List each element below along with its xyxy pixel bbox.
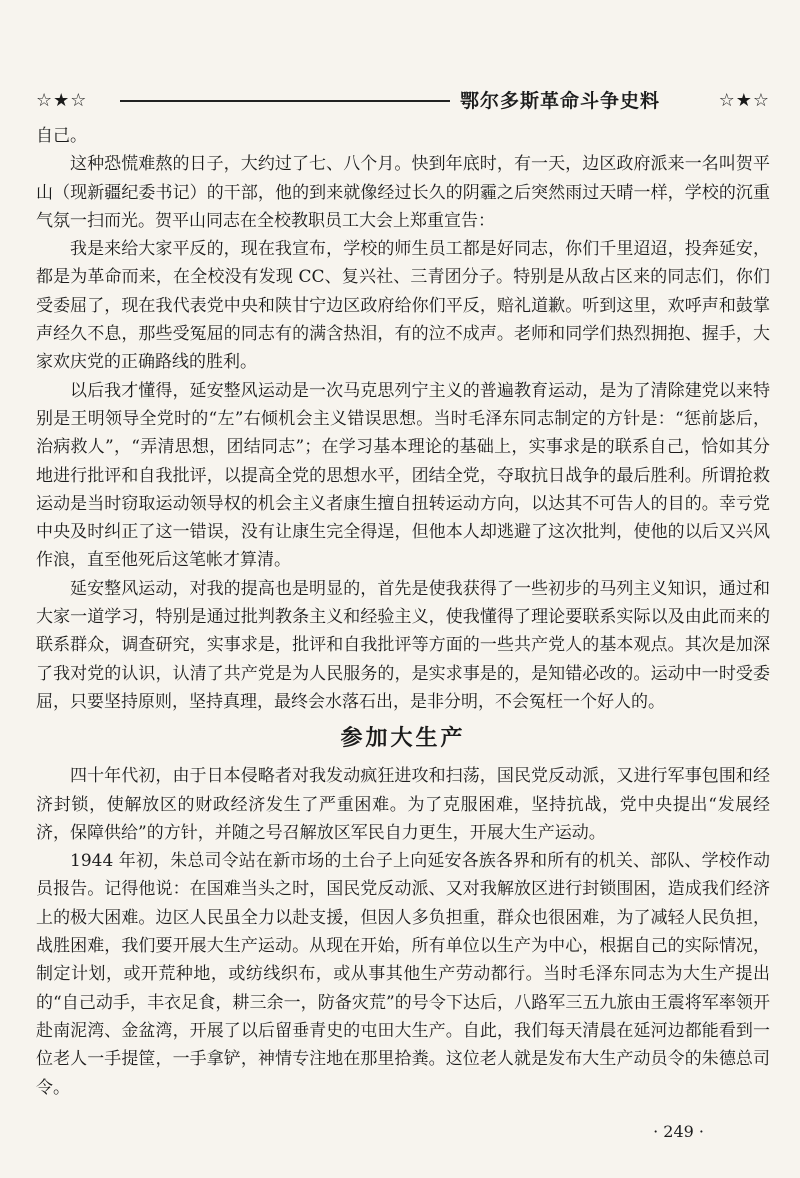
header-rule xyxy=(120,100,450,102)
paragraph: 四十年代初，由于日本侵略者对我发动疯狂进攻和扫荡，国民党反动派，又进行军事包围和经济封锁，使解放区的财政经济发生了严重困难。为了克服困难，坚持抗战，党中央提出“发展经济，保障供给”的方针，并随之号召解放区军民自力更生，开展大生产运动。 xyxy=(36,766,770,843)
paragraph: 我是来给大家平反的，现在我宣布，学校的师生员工都是好同志，你们千里迢迢，投奔延安，都是为革命而来，在全校没有发现 CC、复兴社、三青团分子。特别是从敌占区来的同志们，你们受委屈了，现在我代表党中央和陕甘宁边区政府给你们平反，赔礼道歉。听到这里，欢呼声和鼓掌声经久不息，那些受冤屈的同志有的满含热泪，有的泣不成声。老师和同学们热烈拥抱、握手，大家欢庆党的正确路线的胜利。 xyxy=(36,239,770,373)
header-stars-right: ☆★☆ xyxy=(718,90,770,111)
page-header xyxy=(36,86,770,116)
body-text xyxy=(36,122,770,1102)
header-stars-left: ☆★☆ xyxy=(36,90,88,111)
paragraph: 延安整风运动，对我的提高也是明显的，首先是使我获得了一些初步的马列主义知识，通过和大家一道学习，特别是通过批判教条主义和经验主义，使我懂得了理论要联系实际以及由此而来的联系群众，调查研究，实事求是，批评和自我批评等方面的一些共产党人的基本观点。其次是加深了我对党的认识，认清了共产党是为人民服务的，是实求事是的，是知错必改的。运动中一时受委屈，只要坚持原则，坚持真理，最终会水落石出，是非分明，不会冤枉一个好人的。 xyxy=(36,578,770,712)
paragraph: 以后我才懂得，延安整风运动是一次马克思列宁主义的普遍教育运动，是为了清除建党以来特别是王明领导全党时的“左”右倾机会主义错误思想。当时毛泽东同志制定的方针是：“惩前毖后，治病救人”，“弄清思想，团结同志”；在学习基本理论的基础上，实事求是的联系自己，恰如其分地进行批评和自我批评，以提高全党的思想水平，团结全党，夺取抗日战争的最后胜利。所谓抢救运动是当时窃取运动领导权的机会主义者康生擅自扭转运动方向，以达其不可告人的目的。幸亏党中央及时纠正了这一错误，没有让康生完全得逞，但他本人却逃避了这次批判，使他的以后又兴风作浪，直至他死后这笔帐才算清。 xyxy=(36,380,770,571)
section-heading: 参加大生产 xyxy=(340,725,466,752)
paragraph-continued: 自己。 xyxy=(36,126,87,146)
paragraph: 1944 年初，朱总司令站在新市场的土台子上向延安各族各界和所有的机关、部队、学校作动员报告。记得他说：在国难当头之时，国民党反动派、又对我解放区进行封锁围困，造成我们经济上的极大困难。边区人民虽全力以赴支援，但因人多负担重，群众也很困难，为了减轻人民负担，战胜困难，我们要开展大生产运动。从现在开始，所有单位以生产为中心，根据自己的实际情况，制定计划，或开荒种地，或纺线织布，或从事其他生产劳动都行。当时毛泽东同志为大生产提出的“自己动手，丰衣足食，耕三余一，防备灾荒”的号令下达后，八路军三五九旅由王震将军率领开赴南泥湾、金盆湾，开展了以后留垂青史的屯田大生产。自此，我们每天清晨在延河边都能看到一位老人一手提筐，一手拿铲，神情专注地在那里拾粪。这位老人就是发布大生产动员令的朱德总司令。 xyxy=(36,851,770,1098)
running-title: 鄂尔多斯革命斗争史料 xyxy=(460,90,661,112)
page-number: · 249 · xyxy=(653,1122,704,1141)
paragraph: 这种恐慌难熬的日子，大约过了七、八个月。快到年底时，有一天，边区政府派来一名叫贺平山（现新疆纪委书记）的干部，他的到来就像经过长久的阴霾之后突然雨过天晴一样，学校的沉重气氛一扫而光。贺平山同志在全校教职员工大会上郑重宣告： xyxy=(36,154,770,231)
